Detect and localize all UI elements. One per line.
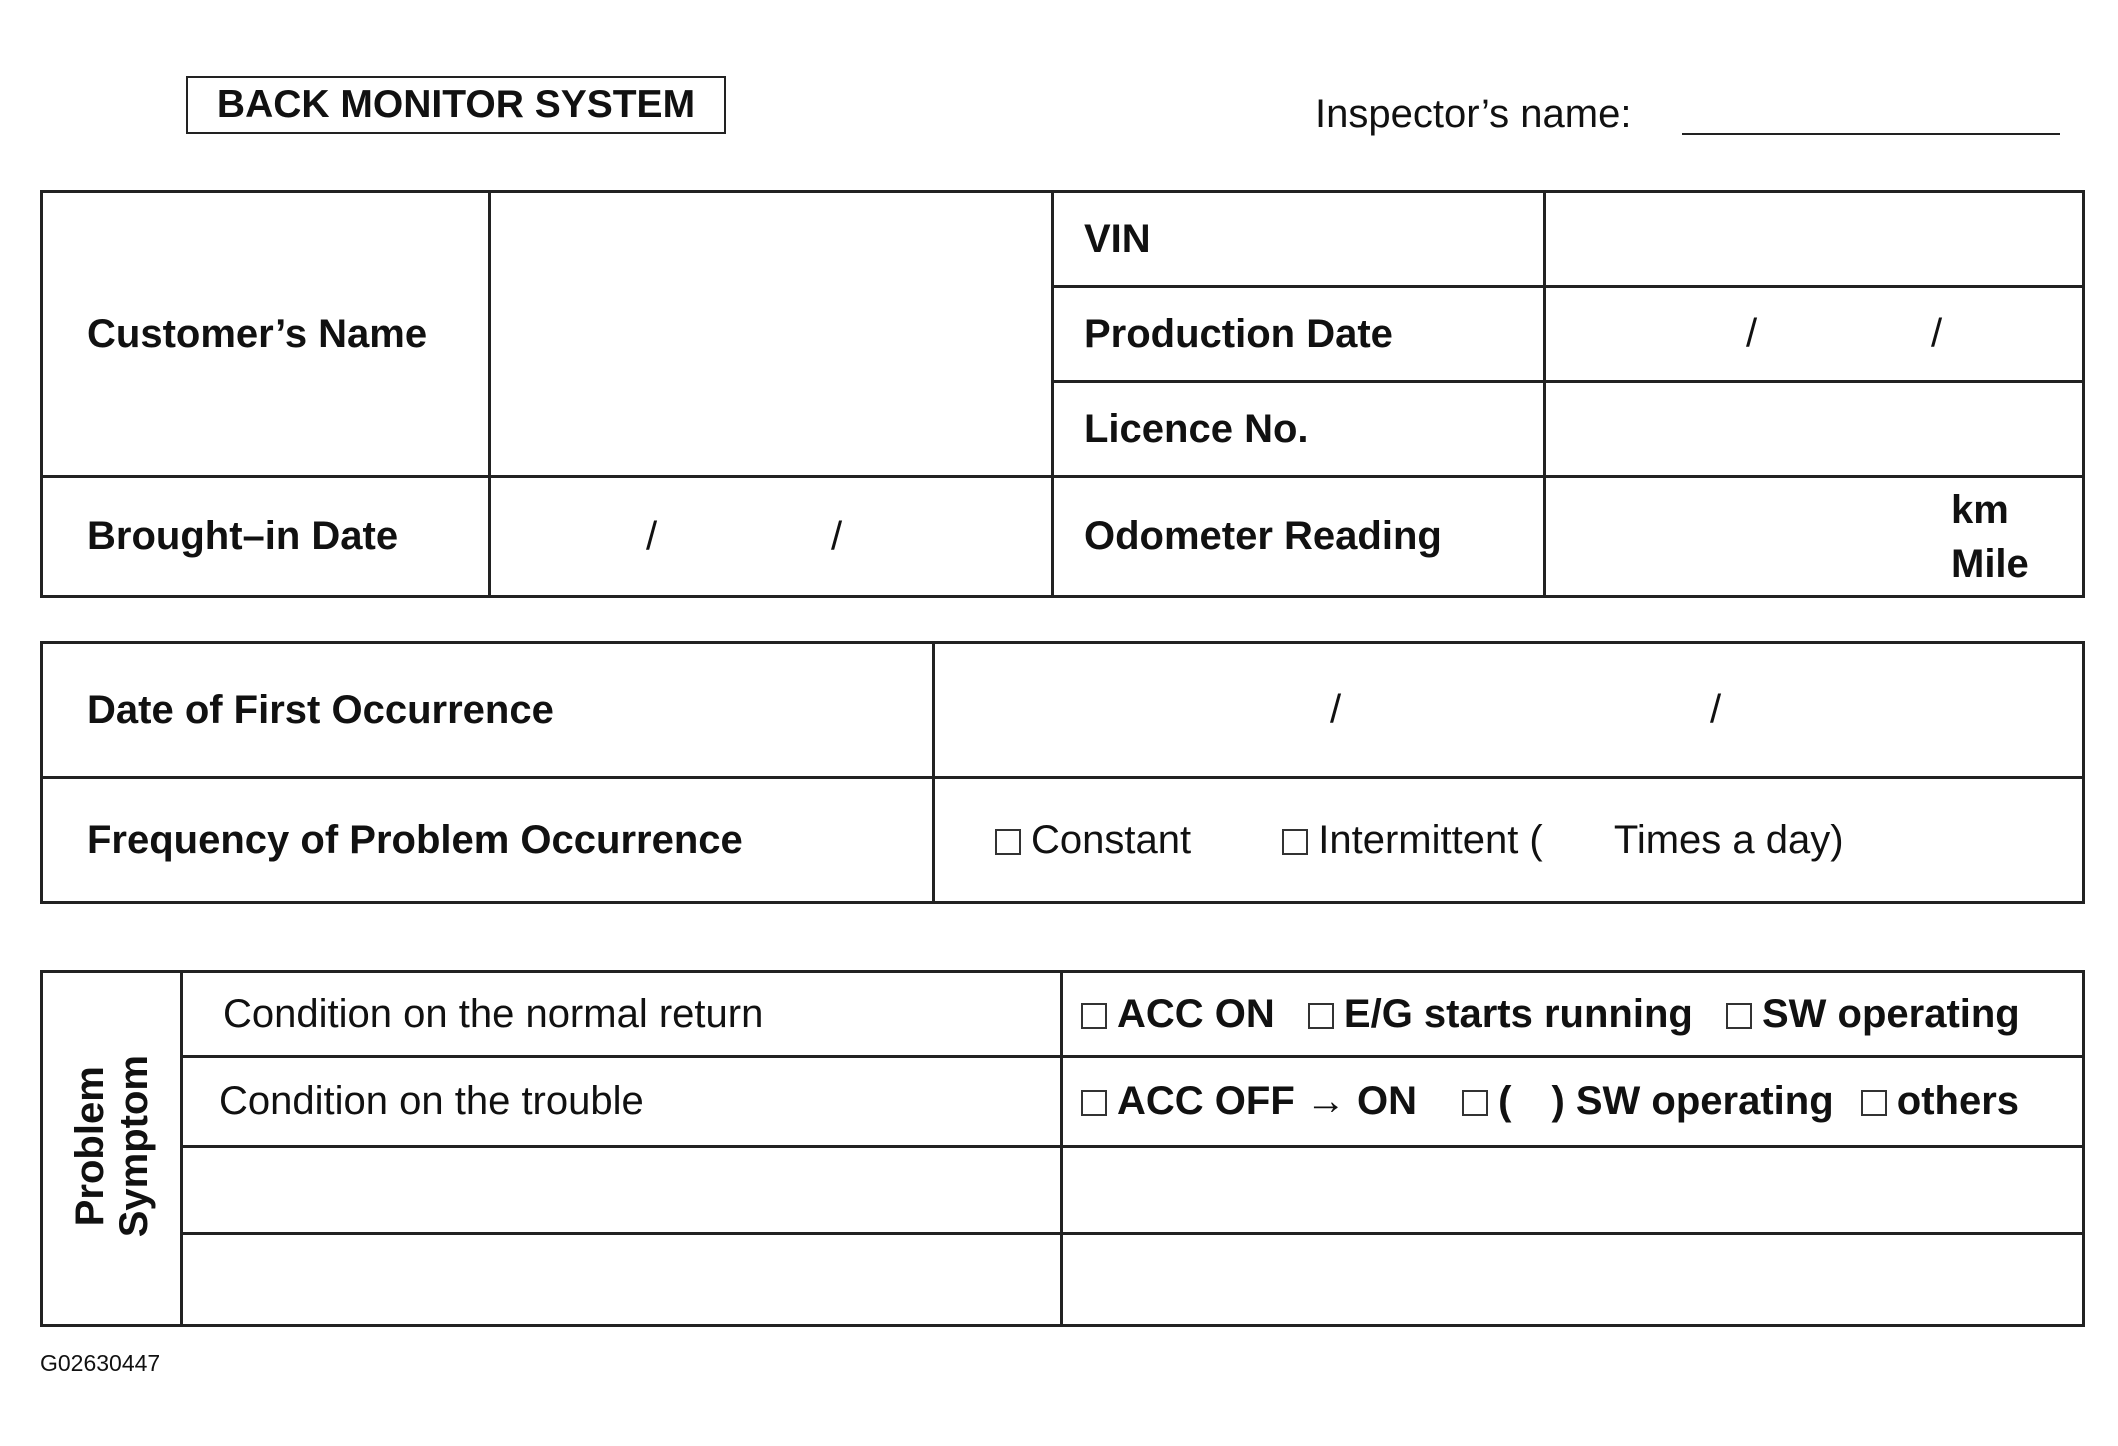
times-a-day-label: Times a day) — [1613, 817, 1844, 862]
acc-on-option[interactable]: ACC ON — [1081, 992, 1275, 1036]
eg-starts-running-option[interactable]: E/G starts running — [1308, 992, 1693, 1036]
symptom-blank-cell[interactable] — [1062, 1234, 2084, 1326]
date-separator: / — [1330, 687, 1342, 732]
sw-operating-option[interactable]: SW operating — [1726, 992, 2020, 1036]
others-option[interactable]: others — [1861, 1079, 2019, 1123]
brought-in-date-field[interactable] — [490, 477, 1053, 597]
km-unit: km — [1951, 488, 2009, 532]
occurrence-table — [40, 641, 2085, 904]
date-separator: / — [1931, 311, 1943, 356]
vin-label: VIN — [1053, 192, 1545, 287]
first-occurrence-label: Date of First Occurrence — [42, 643, 934, 778]
checkbox-icon[interactable] — [1726, 1003, 1752, 1029]
form-title: BACK MONITOR SYSTEM — [186, 76, 726, 134]
vin-field[interactable] — [1545, 192, 2084, 287]
trouble-options — [1062, 1057, 2084, 1147]
intermittent-option[interactable]: Intermittent ( — [1282, 818, 1543, 862]
production-date-field[interactable] — [1545, 287, 2084, 382]
normal-return-options — [1062, 972, 2084, 1057]
odometer-field[interactable] — [1545, 477, 2084, 597]
date-separator: / — [1746, 311, 1758, 356]
symptom-blank-cell[interactable] — [1062, 1147, 2084, 1234]
brought-in-date-label: Brought–in Date — [42, 477, 490, 597]
symptom-blank-cell[interactable] — [182, 1147, 1062, 1234]
date-separator: / — [831, 514, 843, 558]
licence-no-label: Licence No. — [1053, 382, 1545, 477]
constant-option[interactable]: Constant — [995, 818, 1191, 862]
acc-off-on-option[interactable]: ACC OFF → ON — [1081, 1079, 1417, 1123]
checkbox-icon[interactable] — [1282, 829, 1308, 855]
checkbox-icon[interactable] — [995, 829, 1021, 855]
date-separator: / — [646, 514, 658, 558]
problem-symptom-label: Problem Symptom — [67, 1054, 156, 1238]
trouble-label: Condition on the trouble — [182, 1057, 1062, 1147]
checkbox-icon[interactable] — [1081, 1003, 1107, 1029]
problem-symptom-table — [40, 970, 2085, 1327]
vehicle-info-table — [40, 190, 2085, 598]
problem-symptom-section — [42, 972, 182, 1326]
normal-return-label: Condition on the normal return — [182, 972, 1062, 1057]
customer-name-field[interactable] — [490, 192, 1053, 477]
custom-sw-option[interactable]: ( ) SW operating — [1462, 1079, 1834, 1123]
figure-code: G02630447 — [40, 1350, 161, 1376]
checkbox-icon[interactable] — [1081, 1090, 1107, 1116]
frequency-options — [934, 778, 2084, 903]
odometer-reading-label: Odometer Reading — [1053, 477, 1545, 597]
mile-unit: Mile — [1951, 542, 2029, 586]
customer-name-label: Customer’s Name — [42, 192, 490, 477]
first-occurrence-field[interactable] — [934, 643, 2084, 778]
licence-no-field[interactable] — [1545, 382, 2084, 477]
checkbox-icon[interactable] — [1308, 1003, 1334, 1029]
checkbox-icon[interactable] — [1462, 1090, 1488, 1116]
frequency-label: Frequency of Problem Occurrence — [42, 778, 934, 903]
symptom-blank-cell[interactable] — [182, 1234, 1062, 1326]
inspector-name-line — [1682, 133, 2060, 135]
checkbox-icon[interactable] — [1861, 1090, 1887, 1116]
date-separator: / — [1710, 687, 1722, 732]
inspector-name-label: Inspector’s name: — [1315, 92, 1632, 136]
production-date-label: Production Date — [1053, 287, 1545, 382]
